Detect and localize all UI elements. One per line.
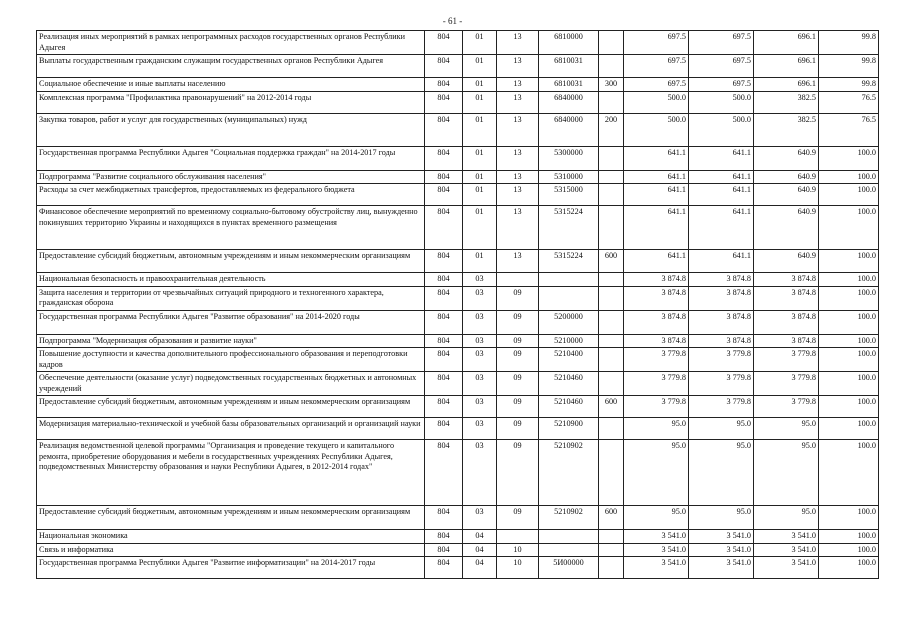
cell-actual: 3 779.8 xyxy=(754,372,819,396)
cell-csr: 5210400 xyxy=(539,348,599,372)
cell-percent: 99.8 xyxy=(819,31,879,55)
cell-rz: 01 xyxy=(463,206,497,250)
cell-name: Государственная программа Республики Адыгея "Развитие образования" на 2014-2020 годы xyxy=(37,310,425,334)
cell-name: Предоставление субсидий бюджетным, автономным учреждениям и иным некоммерческим организациям xyxy=(37,506,425,530)
cell-ved: 804 xyxy=(425,557,463,579)
cell-pr: 09 xyxy=(497,334,539,348)
cell-vr xyxy=(599,334,624,348)
cell-name: Обеспечение деятельности (оказание услуг) подведомственных государственных бюджетных и автономных учреждений xyxy=(37,372,425,396)
cell-csr: 5И00000 xyxy=(539,557,599,579)
cell-actual: 382.5 xyxy=(754,91,819,113)
cell-ved: 804 xyxy=(425,506,463,530)
cell-csr: 5200000 xyxy=(539,310,599,334)
cell-rz: 01 xyxy=(463,55,497,78)
cell-percent: 100.0 xyxy=(819,348,879,372)
table-row xyxy=(37,396,879,418)
cell-actual: 696.1 xyxy=(754,55,819,78)
cell-vr xyxy=(599,31,624,55)
table-row xyxy=(37,530,879,544)
cell-name: Повышение доступности и качества дополнительного профессионального образования и переподготовки кадров xyxy=(37,348,425,372)
cell-name: Расходы за счет межбюджетных трансфертов, предоставляемых из федерального бюджета xyxy=(37,184,425,206)
cell-rz: 01 xyxy=(463,146,497,170)
cell-name: Предоставление субсидий бюджетным, автономным учреждениям и иным некоммерческим организациям xyxy=(37,396,425,418)
cell-actual: 95.0 xyxy=(754,506,819,530)
cell-actual: 3 874.8 xyxy=(754,310,819,334)
cell-refined-plan: 641.1 xyxy=(689,146,754,170)
cell-pr xyxy=(497,530,539,544)
cell-rz: 03 xyxy=(463,348,497,372)
cell-name: Выплаты государственным гражданским служащим государственных органов Республики Адыгея xyxy=(37,55,425,78)
cell-percent: 100.0 xyxy=(819,506,879,530)
cell-plan: 697.5 xyxy=(624,78,689,92)
cell-ved: 804 xyxy=(425,55,463,78)
table-row xyxy=(37,113,879,146)
cell-refined-plan: 95.0 xyxy=(689,440,754,506)
cell-pr: 13 xyxy=(497,31,539,55)
cell-vr xyxy=(599,146,624,170)
cell-name: Национальная экономика xyxy=(37,530,425,544)
cell-rz: 01 xyxy=(463,250,497,273)
cell-csr: 6810000 xyxy=(539,31,599,55)
cell-csr: 5210900 xyxy=(539,418,599,440)
cell-actual: 3 874.8 xyxy=(754,286,819,310)
cell-rz: 03 xyxy=(463,372,497,396)
table-row xyxy=(37,557,879,579)
cell-vr xyxy=(599,418,624,440)
table-row xyxy=(37,170,879,184)
cell-refined-plan: 3 874.8 xyxy=(689,310,754,334)
cell-vr: 600 xyxy=(599,506,624,530)
cell-percent: 100.0 xyxy=(819,440,879,506)
cell-pr: 09 xyxy=(497,440,539,506)
cell-percent: 100.0 xyxy=(819,286,879,310)
cell-pr: 09 xyxy=(497,396,539,418)
cell-percent: 100.0 xyxy=(819,530,879,544)
cell-refined-plan: 641.1 xyxy=(689,170,754,184)
table-row xyxy=(37,78,879,92)
cell-rz: 03 xyxy=(463,310,497,334)
cell-refined-plan: 641.1 xyxy=(689,250,754,273)
table-row xyxy=(37,184,879,206)
cell-refined-plan: 697.5 xyxy=(689,78,754,92)
cell-name: Предоставление субсидий бюджетным, автономным учреждениям и иным некоммерческим организациям xyxy=(37,250,425,273)
cell-refined-plan: 697.5 xyxy=(689,31,754,55)
cell-name: Подпрограмма "Модернизация образования и развитие науки" xyxy=(37,334,425,348)
cell-actual: 3 541.0 xyxy=(754,543,819,557)
cell-percent: 100.0 xyxy=(819,273,879,287)
cell-rz: 03 xyxy=(463,418,497,440)
cell-actual: 3 874.8 xyxy=(754,273,819,287)
cell-pr: 13 xyxy=(497,113,539,146)
cell-plan: 697.5 xyxy=(624,55,689,78)
cell-csr: 5300000 xyxy=(539,146,599,170)
cell-ved: 804 xyxy=(425,286,463,310)
cell-refined-plan: 3 874.8 xyxy=(689,273,754,287)
cell-percent: 99.8 xyxy=(819,78,879,92)
cell-rz: 01 xyxy=(463,184,497,206)
table-row xyxy=(37,334,879,348)
table-body xyxy=(37,31,879,579)
cell-actual: 696.1 xyxy=(754,78,819,92)
cell-percent: 100.0 xyxy=(819,146,879,170)
cell-rz: 01 xyxy=(463,170,497,184)
cell-percent: 100.0 xyxy=(819,418,879,440)
cell-rz: 03 xyxy=(463,506,497,530)
cell-csr: 6810031 xyxy=(539,55,599,78)
cell-actual: 382.5 xyxy=(754,113,819,146)
cell-pr: 09 xyxy=(497,286,539,310)
cell-refined-plan: 500.0 xyxy=(689,91,754,113)
cell-refined-plan: 3 541.0 xyxy=(689,543,754,557)
cell-actual: 640.9 xyxy=(754,206,819,250)
cell-ved: 804 xyxy=(425,206,463,250)
cell-pr: 13 xyxy=(497,250,539,273)
cell-ved: 804 xyxy=(425,170,463,184)
cell-plan: 3 541.0 xyxy=(624,543,689,557)
cell-plan: 641.1 xyxy=(624,206,689,250)
cell-actual: 3 779.8 xyxy=(754,348,819,372)
cell-rz: 03 xyxy=(463,440,497,506)
cell-name: Защита населения и территории от чрезвычайных ситуаций природного и техногенного характера, гражданская оборона xyxy=(37,286,425,310)
cell-percent: 100.0 xyxy=(819,170,879,184)
cell-pr: 09 xyxy=(497,348,539,372)
cell-csr: 5210460 xyxy=(539,372,599,396)
cell-refined-plan: 3 779.8 xyxy=(689,348,754,372)
cell-vr xyxy=(599,348,624,372)
cell-plan: 3 779.8 xyxy=(624,348,689,372)
table-row xyxy=(37,348,879,372)
cell-csr xyxy=(539,543,599,557)
cell-vr xyxy=(599,530,624,544)
cell-plan: 95.0 xyxy=(624,506,689,530)
cell-rz: 01 xyxy=(463,113,497,146)
cell-plan: 641.1 xyxy=(624,250,689,273)
cell-vr: 600 xyxy=(599,250,624,273)
cell-vr xyxy=(599,372,624,396)
cell-percent: 100.0 xyxy=(819,334,879,348)
cell-rz: 04 xyxy=(463,530,497,544)
cell-name: Государственная программа Республики Адыгея "Социальная поддержка граждан" на 2014-2017 годы xyxy=(37,146,425,170)
cell-csr: 5210460 xyxy=(539,396,599,418)
cell-csr: 5210000 xyxy=(539,334,599,348)
cell-rz: 03 xyxy=(463,286,497,310)
cell-csr: 6840000 xyxy=(539,113,599,146)
cell-csr xyxy=(539,286,599,310)
cell-ved: 804 xyxy=(425,146,463,170)
cell-plan: 3 779.8 xyxy=(624,396,689,418)
cell-plan: 500.0 xyxy=(624,113,689,146)
cell-vr xyxy=(599,55,624,78)
cell-ved: 804 xyxy=(425,31,463,55)
cell-csr: 5210902 xyxy=(539,440,599,506)
table-row xyxy=(37,372,879,396)
cell-csr xyxy=(539,530,599,544)
cell-actual: 640.9 xyxy=(754,184,819,206)
cell-ved: 804 xyxy=(425,310,463,334)
table-row xyxy=(37,31,879,55)
cell-name: Национальная безопасность и правоохранительная деятельность xyxy=(37,273,425,287)
cell-actual: 3 779.8 xyxy=(754,396,819,418)
cell-ved: 804 xyxy=(425,250,463,273)
cell-refined-plan: 3 541.0 xyxy=(689,530,754,544)
table-row xyxy=(37,418,879,440)
cell-name: Закупка товаров, работ и услуг для государственных (муниципальных) нужд xyxy=(37,113,425,146)
cell-csr: 5315224 xyxy=(539,206,599,250)
cell-rz: 03 xyxy=(463,396,497,418)
cell-percent: 100.0 xyxy=(819,250,879,273)
cell-refined-plan: 95.0 xyxy=(689,418,754,440)
cell-name: Социальное обеспечение и иные выплаты населению xyxy=(37,78,425,92)
budget-table xyxy=(36,30,879,579)
cell-actual: 3 874.8 xyxy=(754,334,819,348)
cell-vr xyxy=(599,543,624,557)
cell-csr: 5210902 xyxy=(539,506,599,530)
cell-refined-plan: 3 874.8 xyxy=(689,286,754,310)
cell-ved: 804 xyxy=(425,91,463,113)
table-row xyxy=(37,55,879,78)
table-row xyxy=(37,506,879,530)
cell-csr: 5315000 xyxy=(539,184,599,206)
cell-name: Комплексная программа "Профилактика правонарушений" на 2012-2014 годы xyxy=(37,91,425,113)
cell-ved: 804 xyxy=(425,113,463,146)
cell-percent: 100.0 xyxy=(819,396,879,418)
cell-pr: 13 xyxy=(497,184,539,206)
cell-csr: 6840000 xyxy=(539,91,599,113)
table-row xyxy=(37,206,879,250)
cell-name: Подпрограмма "Развитие социального обслуживания населения" xyxy=(37,170,425,184)
cell-name: Модернизация материально-технической и учебной базы образовательных организаций и организаций науки xyxy=(37,418,425,440)
cell-percent: 100.0 xyxy=(819,310,879,334)
cell-ved: 804 xyxy=(425,418,463,440)
cell-pr: 09 xyxy=(497,372,539,396)
cell-vr xyxy=(599,557,624,579)
cell-rz: 04 xyxy=(463,557,497,579)
cell-pr: 09 xyxy=(497,506,539,530)
cell-plan: 95.0 xyxy=(624,440,689,506)
cell-refined-plan: 3 779.8 xyxy=(689,372,754,396)
cell-percent: 100.0 xyxy=(819,543,879,557)
cell-plan: 3 874.8 xyxy=(624,286,689,310)
cell-csr: 6810031 xyxy=(539,78,599,92)
cell-vr: 200 xyxy=(599,113,624,146)
cell-actual: 696.1 xyxy=(754,31,819,55)
cell-ved: 804 xyxy=(425,78,463,92)
cell-percent: 100.0 xyxy=(819,557,879,579)
cell-percent: 100.0 xyxy=(819,206,879,250)
table-row xyxy=(37,310,879,334)
cell-actual: 95.0 xyxy=(754,418,819,440)
cell-pr: 13 xyxy=(497,206,539,250)
cell-percent: 100.0 xyxy=(819,184,879,206)
cell-percent: 76.5 xyxy=(819,91,879,113)
cell-rz: 03 xyxy=(463,273,497,287)
cell-vr xyxy=(599,170,624,184)
cell-refined-plan: 3 779.8 xyxy=(689,396,754,418)
cell-pr: 09 xyxy=(497,418,539,440)
cell-vr: 300 xyxy=(599,78,624,92)
cell-actual: 640.9 xyxy=(754,250,819,273)
cell-pr: 13 xyxy=(497,170,539,184)
cell-percent: 100.0 xyxy=(819,372,879,396)
cell-actual: 95.0 xyxy=(754,440,819,506)
cell-rz: 01 xyxy=(463,91,497,113)
cell-plan: 641.1 xyxy=(624,170,689,184)
cell-csr: 5315224 xyxy=(539,250,599,273)
cell-ved: 804 xyxy=(425,334,463,348)
cell-refined-plan: 95.0 xyxy=(689,506,754,530)
cell-vr xyxy=(599,184,624,206)
table-row xyxy=(37,273,879,287)
cell-refined-plan: 3 541.0 xyxy=(689,557,754,579)
cell-actual: 3 541.0 xyxy=(754,530,819,544)
cell-plan: 641.1 xyxy=(624,184,689,206)
cell-rz: 04 xyxy=(463,543,497,557)
cell-name: Реализация ведомственной целевой программы "Организация и проведение текущего и капитального ремонта, приобретение оборудования и мебели в государственных учреждениях Республики Адыгея, подведомственных Министерству образования и науки Республики Адыгея, в 2012-2014 годах" xyxy=(37,440,425,506)
cell-csr: 5310000 xyxy=(539,170,599,184)
cell-vr: 600 xyxy=(599,396,624,418)
cell-refined-plan: 3 874.8 xyxy=(689,334,754,348)
cell-plan: 3 541.0 xyxy=(624,530,689,544)
cell-csr xyxy=(539,273,599,287)
cell-vr xyxy=(599,286,624,310)
cell-vr xyxy=(599,206,624,250)
cell-pr: 13 xyxy=(497,146,539,170)
page-number: - 61 - xyxy=(442,16,463,26)
cell-ved: 804 xyxy=(425,440,463,506)
cell-plan: 641.1 xyxy=(624,146,689,170)
table-row xyxy=(37,440,879,506)
cell-plan: 3 541.0 xyxy=(624,557,689,579)
cell-pr: 10 xyxy=(497,543,539,557)
cell-actual: 640.9 xyxy=(754,146,819,170)
cell-ved: 804 xyxy=(425,372,463,396)
cell-rz: 01 xyxy=(463,31,497,55)
cell-percent: 99.8 xyxy=(819,55,879,78)
cell-plan: 3 874.8 xyxy=(624,273,689,287)
table-row xyxy=(37,286,879,310)
cell-name: Государственная программа Республики Адыгея "Развитие информатизации" на 2014-2017 годы xyxy=(37,557,425,579)
cell-ved: 804 xyxy=(425,348,463,372)
cell-pr: 13 xyxy=(497,78,539,92)
cell-actual: 3 541.0 xyxy=(754,557,819,579)
cell-plan: 3 874.8 xyxy=(624,334,689,348)
cell-refined-plan: 697.5 xyxy=(689,55,754,78)
cell-plan: 95.0 xyxy=(624,418,689,440)
cell-plan: 3 779.8 xyxy=(624,372,689,396)
cell-name: Финансовое обеспечение мероприятий по временному социально-бытовому обустройству лиц, вынужденно покинувших территорию Украины и находящихся в пунктах временного размещения xyxy=(37,206,425,250)
cell-plan: 500.0 xyxy=(624,91,689,113)
cell-pr: 13 xyxy=(497,91,539,113)
cell-ved: 804 xyxy=(425,543,463,557)
cell-rz: 03 xyxy=(463,334,497,348)
cell-name: Связь и информатика xyxy=(37,543,425,557)
cell-vr xyxy=(599,310,624,334)
cell-ved: 804 xyxy=(425,184,463,206)
cell-pr: 10 xyxy=(497,557,539,579)
cell-refined-plan: 641.1 xyxy=(689,184,754,206)
cell-ved: 804 xyxy=(425,530,463,544)
cell-refined-plan: 641.1 xyxy=(689,206,754,250)
table-row xyxy=(37,543,879,557)
cell-name: Реализация иных мероприятий в рамках непрограммных расходов государственных органов Республики Адыгея xyxy=(37,31,425,55)
cell-rz: 01 xyxy=(463,78,497,92)
table-row xyxy=(37,91,879,113)
table-row xyxy=(37,146,879,170)
cell-actual: 640.9 xyxy=(754,170,819,184)
cell-ved: 804 xyxy=(425,273,463,287)
cell-ved: 804 xyxy=(425,396,463,418)
cell-pr: 09 xyxy=(497,310,539,334)
cell-vr xyxy=(599,440,624,506)
cell-percent: 76.5 xyxy=(819,113,879,146)
cell-plan: 3 874.8 xyxy=(624,310,689,334)
cell-refined-plan: 500.0 xyxy=(689,113,754,146)
cell-vr xyxy=(599,273,624,287)
table-row xyxy=(37,250,879,273)
cell-pr xyxy=(497,273,539,287)
cell-pr: 13 xyxy=(497,55,539,78)
cell-vr xyxy=(599,91,624,113)
cell-plan: 697.5 xyxy=(624,31,689,55)
